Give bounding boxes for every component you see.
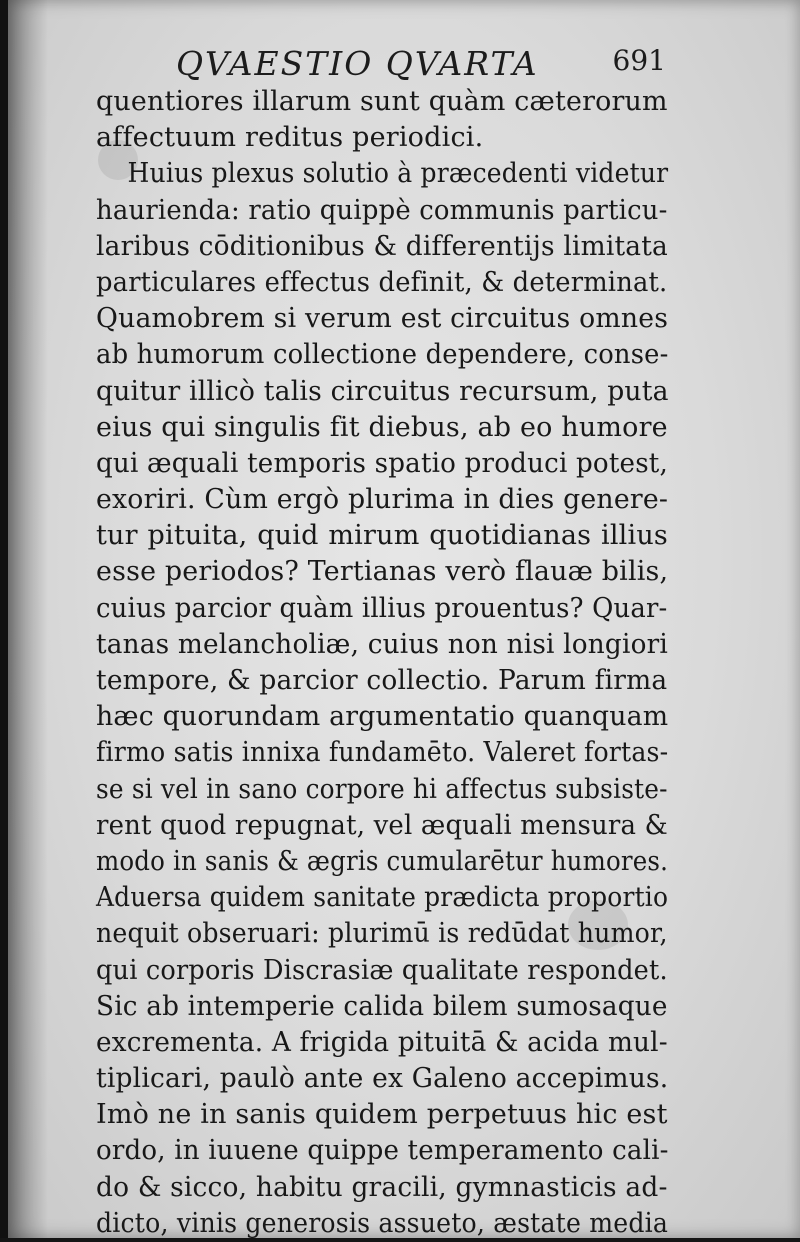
- text-line: affectuum reditus periodici.: [96, 122, 484, 154]
- text-line: tempore, & parcior collectio. Parum firma: [96, 665, 668, 696]
- text-line: tiplicari, paulò ante ex Galeno accepimus.: [96, 1063, 669, 1095]
- text-line: ordo, in iuuene quippe temperamento cali-: [96, 1135, 669, 1167]
- body-text: [96, 84, 668, 1242]
- text-line: Quamobrem si verum est circuitus omnes: [96, 303, 669, 335]
- text-line: Sic ab intemperie calida bilem sumosaque: [96, 990, 668, 1022]
- page-number: 691: [612, 44, 666, 77]
- paper-stain: [98, 140, 138, 180]
- text-line: particulares effectus definit, & determinat.: [96, 266, 668, 298]
- text-line: exoriri. Cùm ergò plurima in dies genere-: [96, 484, 669, 516]
- text-line: hæc quorundam argumentatio quanquam: [96, 701, 669, 733]
- text-line: qui æquali temporis spatio produci potest,: [96, 447, 669, 479]
- text-line: Imò ne in sanis quidem perpetuus hic est: [96, 1099, 668, 1131]
- text-line: laribus cōditionibus & differentijs limitata: [96, 230, 668, 262]
- text-line: nequit obseruari: plurimū is redūdat humor,: [96, 918, 668, 950]
- text-line: haurienda: ratio quippè communis particu-: [96, 194, 668, 226]
- running-head: [176, 40, 666, 90]
- gutter-shadow: [8, 0, 48, 1238]
- text-line: dicto, vinis generosis assueto, æstate media: [96, 1207, 669, 1239]
- running-head-title: QVAESTIO QVARTA: [176, 44, 539, 83]
- text-line: qui corporis Discrasiæ qualitate respondet.: [96, 954, 668, 986]
- text-line: excrementa. A frigida pituitā & acida mul-: [96, 1026, 668, 1058]
- text-line: cuius parcior quàm illius prouentus? Quar-: [96, 592, 668, 624]
- text-line: quitur illicò talis circuitus recursum, puta: [96, 375, 669, 407]
- text-line: firmo satis innixa fundamēto. Valeret fortas-: [96, 737, 669, 769]
- text-line: modo in sanis & ægris cumularētur humores.: [96, 845, 669, 877]
- book-page: [8, 0, 800, 1238]
- paper-stain: [568, 900, 628, 950]
- text-line: eius qui singulis fit diebus, ab eo humore: [96, 411, 668, 443]
- text-line: ab humorum collectione dependere, conse-: [96, 339, 669, 371]
- text-line: tur pituita, quid mirum quotidianas illius: [96, 520, 668, 552]
- text-line: tanas melancholiæ, cuius non nisi longiori: [96, 628, 668, 660]
- text-line: Aduersa quidem sanitate prædicta proportio: [96, 882, 669, 914]
- text-line: Huius plexus solutio à præcedenti videtur: [127, 158, 669, 190]
- text-line: quentiores illarum sunt quàm cæterorum: [96, 86, 668, 117]
- text-line: se si vel in sano corpore hi affectus subsiste-: [96, 773, 668, 805]
- text-line: rent quod repugnat, vel æquali mensura &: [96, 809, 668, 841]
- text-line: do & sicco, habitu gracili, gymnasticis ad-: [96, 1171, 668, 1203]
- text-line: esse periodos? Tertianas verò flauæ bilis,: [96, 556, 669, 588]
